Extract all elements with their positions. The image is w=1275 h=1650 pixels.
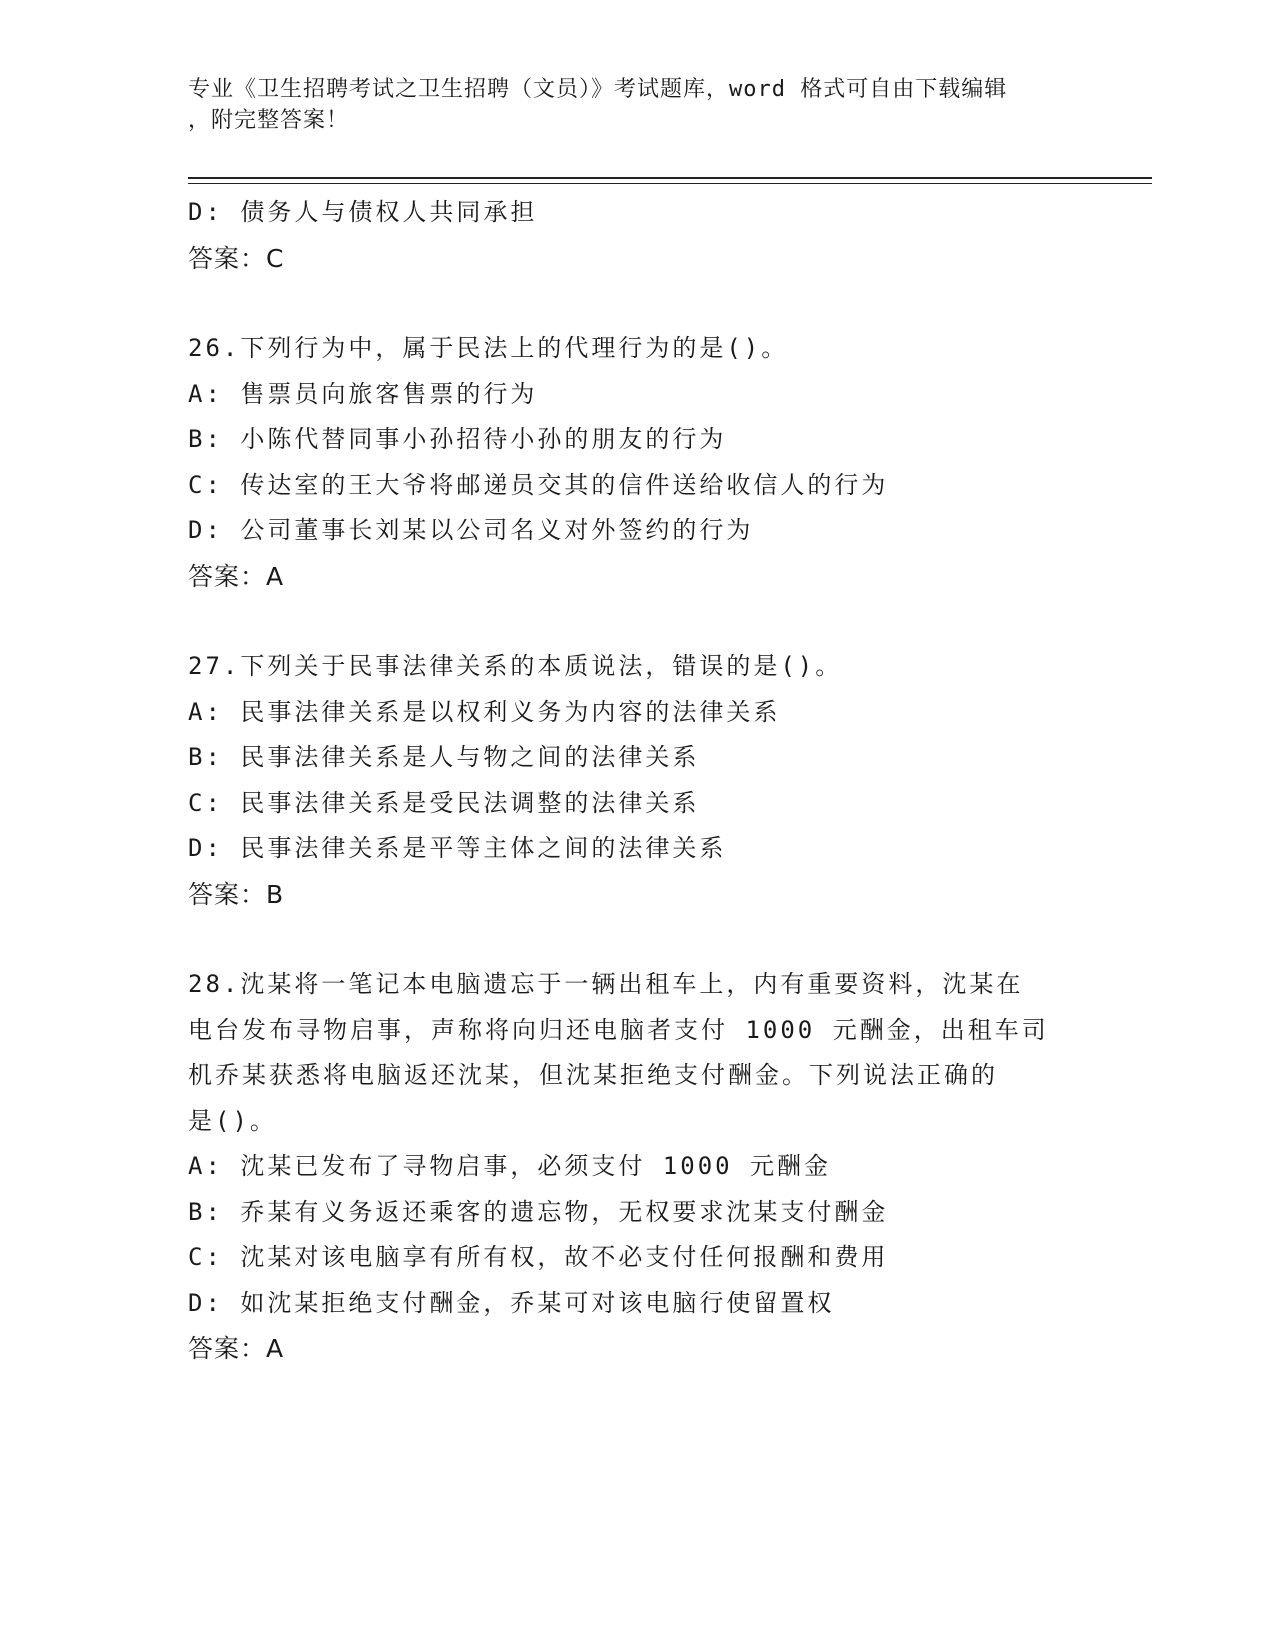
question-26 — [188, 326, 1068, 599]
question-27 — [188, 644, 1068, 917]
question-27-stem: 27.下列关于民事法律关系的本质说法，错误的是()。 — [188, 652, 843, 680]
document-header — [188, 74, 1068, 136]
question-27-option-c: C: 民事法律关系是受民法调整的法律关系 — [188, 788, 700, 817]
question-28-option-d: D: 如沈某拒绝支付酬金，乔某可对该电脑行使留置权 — [188, 1288, 835, 1317]
question-28-stem-line-1: 28.沈某将一笔记本电脑遗忘于一辆出租车上，内有重要资料，沈某在 — [188, 970, 1024, 998]
question-28-stem-line-2: 电台发布寻物启事，声称将向归还电脑者支付 1000 元酬金，出租车司 — [188, 1015, 1049, 1044]
question-26-option-a: A: 售票员向旅客售票的行为 — [188, 379, 538, 408]
header-divider-thin — [188, 183, 1152, 184]
header-line-2: ，附完整答案！ — [188, 108, 350, 133]
prev-option-d: D: 债务人与债权人共同承担 — [188, 198, 538, 226]
question-28 — [188, 962, 1068, 1372]
question-26-option-d: D: 公司董事长刘某以公司名义对外签约的行为 — [188, 516, 754, 544]
question-26-answer: 答案：A — [188, 561, 285, 591]
question-27-option-a: A: 民事法律关系是以权利义务为内容的法律关系 — [188, 697, 781, 726]
question-27-option-d: D: 民事法律关系是平等主体之间的法律关系 — [188, 834, 727, 862]
header-line-1: 专业《卫生招聘考试之卫生招聘（文员）》考试题库，word 格式可自由下载编辑 — [188, 77, 1008, 102]
question-26-option-b: B: 小陈代替同事小孙招待小孙的朋友的行为 — [188, 425, 727, 453]
question-27-answer: 答案：B — [188, 879, 285, 909]
question-list — [188, 190, 1068, 1372]
prev-answer: 答案：C — [188, 243, 285, 273]
spacer — [188, 281, 1068, 326]
question-28-stem-line-3: 机乔某获悉将电脑返还沈某，但沈某拒绝支付酬金。下列说法正确的 — [188, 1061, 998, 1089]
question-28-option-a: A: 沈某已发布了寻物启事，必须支付 1000 元酬金 — [188, 1152, 832, 1180]
spacer — [188, 917, 1068, 962]
header-divider-thick — [188, 177, 1152, 179]
question-26-stem: 26.下列行为中，属于民法上的代理行为的是()。 — [188, 334, 789, 362]
spacer — [188, 599, 1068, 644]
question-28-option-b: B: 乔某有义务返还乘客的遗忘物，无权要求沈某支付酬金 — [188, 1197, 889, 1226]
question-28-option-c: C: 沈某对该电脑享有所有权，故不必支付任何报酬和费用 — [188, 1243, 889, 1271]
question-28-answer: 答案：A — [188, 1334, 285, 1363]
question-26-option-c: C: 传达室的王大爷将邮递员交其的信件送给收信人的行为 — [188, 470, 889, 499]
question-28-stem-line-4: 是()。 — [188, 1106, 277, 1135]
question-27-option-b: B: 民事法律关系是人与物之间的法律关系 — [188, 743, 700, 771]
